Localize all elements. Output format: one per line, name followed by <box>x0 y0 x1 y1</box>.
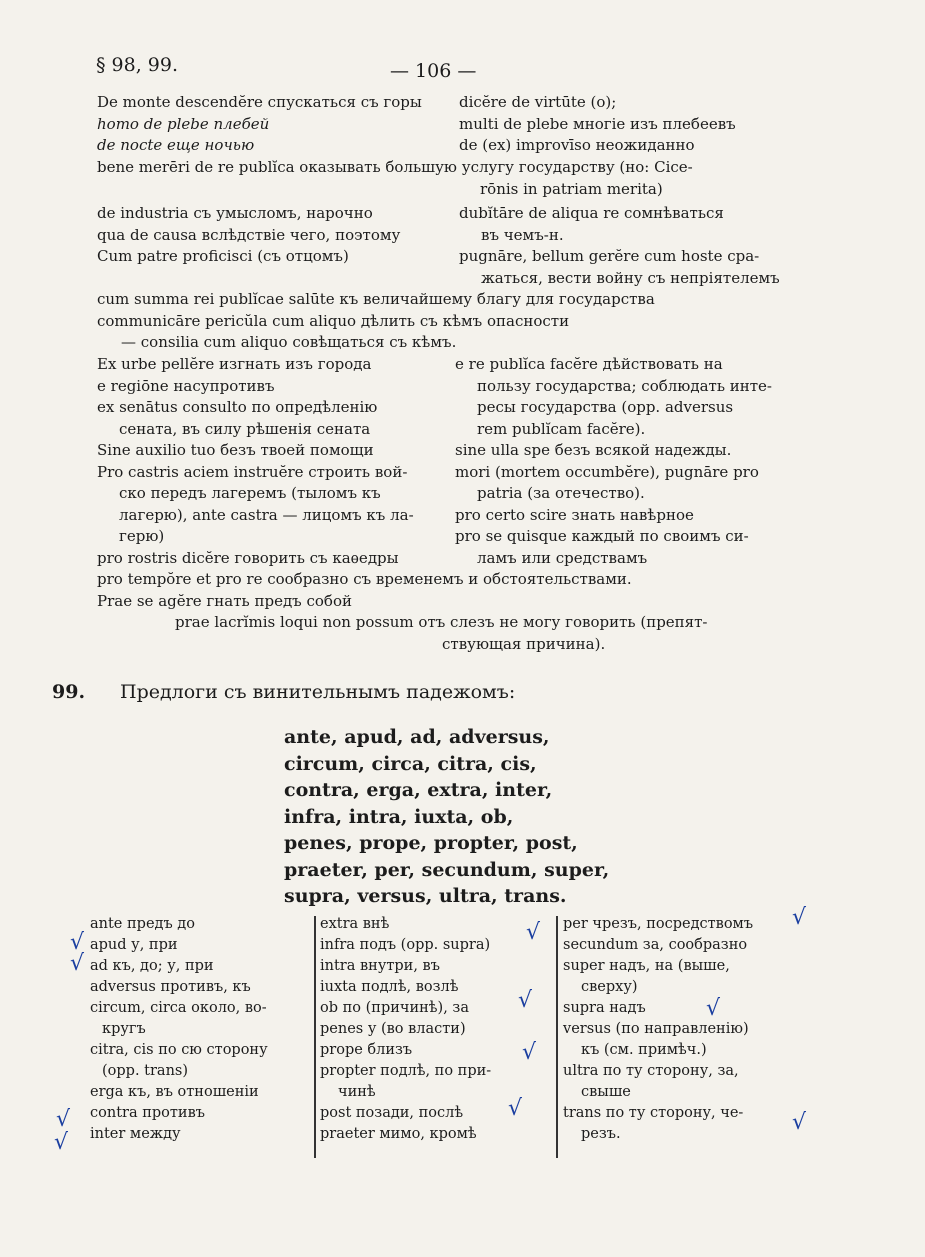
column-divider <box>556 916 558 1158</box>
left-column-1b <box>97 203 400 268</box>
full-width-line <box>97 157 837 179</box>
phrase-line: de (ex) improvīso неожиданно <box>459 136 695 154</box>
table-row: penes у (во власти) <box>320 1021 466 1037</box>
table-row: свыше <box>581 1084 631 1100</box>
right-column-1b <box>459 203 780 289</box>
phrase-line: multi de plebe многіе изъ плебеевъ <box>459 114 736 133</box>
table-row: (opp. trans) <box>102 1063 189 1079</box>
table-row: propter подлѣ, по при- <box>320 1063 492 1079</box>
phrase-line: Pro castris aciem instruĕre строить вой- <box>97 462 408 481</box>
table-row: praeter мимо, кромѣ <box>320 1126 477 1142</box>
phrase-line: герю) <box>119 527 165 545</box>
phrase-line: rōnis in patriam merita) <box>480 180 663 198</box>
table-column-3 <box>563 914 753 1145</box>
preposition-line: supra, versus, ultra, trans. <box>284 885 567 907</box>
section-title: Предлоги съ винительнымъ падежомъ: <box>120 681 516 703</box>
check-mark-icon: √ <box>70 930 85 955</box>
phrase-line: bene merēri de re publĭca оказывать большую услугу государству (но: Cice- <box>97 158 693 176</box>
table-row: къ (см. примѣч.) <box>581 1042 707 1058</box>
table-column-1 <box>72 914 268 1145</box>
table-row: ad къ, до; у, при <box>90 958 214 974</box>
check-mark-icon: √ <box>518 988 533 1013</box>
preposition-line: infra, intra, iuxta, ob, <box>284 805 514 828</box>
phrase-line: Cum patre proficisci (съ отцомъ) <box>97 247 349 265</box>
phrase-line: ресы государства (opp. adversus <box>477 398 734 416</box>
phrase-line: Sine auxilio tuo безъ твоей помощи <box>97 441 374 459</box>
full-width-block-1 <box>97 289 837 354</box>
table-row: secundum за, сообразно <box>563 937 748 953</box>
phrase-line: dubĭtāre de aliqua re сомнѣваться <box>459 204 724 222</box>
phrase-line: mori (mortem occumbĕre), pugnāre pro <box>455 462 759 481</box>
phrase-line: communicāre pericŭla cum aliquo дѣлить съ кѣмъ опасности <box>97 311 570 330</box>
right-column-cont <box>480 179 663 201</box>
preposition-line: ante, apud, ad, adversus, <box>284 726 550 748</box>
table-row: erga къ, въ отношеніи <box>90 1084 259 1100</box>
check-mark-icon: √ <box>792 1110 807 1135</box>
phrase-line: De monte descendĕre спускаться съ горы <box>97 93 422 111</box>
phrase-line: въ чемъ-н. <box>481 225 564 244</box>
table-row: ob по (причинѣ), за <box>320 1000 469 1016</box>
table-row: adversus противъ, къ <box>90 979 251 995</box>
table-row: circum, circa около, во- <box>90 1000 267 1016</box>
check-mark-icon: √ <box>522 1040 537 1065</box>
phrase-line: patria (за отечество). <box>477 484 645 502</box>
phrase-line: жаться, вести войну съ непріятелемъ <box>481 268 780 287</box>
table-row: extra внѣ <box>320 916 390 932</box>
phrase-line: pro se quisque каждый по своимъ си- <box>455 527 749 545</box>
phrase-line: pro tempŏre et pro re сообразно съ временемъ и обстоятельствами. <box>97 570 632 588</box>
table-row: prope близъ <box>320 1042 413 1058</box>
left-column-1 <box>97 92 422 157</box>
table-row: per чрезъ, посредствомъ <box>563 916 754 932</box>
preposition-line: praeter, per, secundum, super, <box>284 858 610 881</box>
table-row: citra, cis по сю сторону <box>90 1042 268 1058</box>
check-mark-icon: √ <box>706 996 721 1021</box>
phrase-line: ex senātus consulto по опредѣленію <box>97 398 378 416</box>
section-number: 99. <box>52 681 86 703</box>
table-row: ante предъ до <box>90 916 195 932</box>
preposition-list <box>284 724 609 910</box>
table-row: intra внутри, въ <box>320 958 440 974</box>
phrase-line: Prae se agĕre гнать предъ собой <box>97 591 352 610</box>
table-row: чинѣ <box>338 1084 376 1100</box>
table-row: apud у, при <box>90 937 178 953</box>
table-row: сверху) <box>581 979 638 995</box>
table-row: резъ. <box>581 1126 621 1142</box>
phrase-line: dicĕre de virtūte (о); <box>459 93 617 111</box>
phrase-line: sine ulla spe безъ всякой надежды. <box>455 441 732 459</box>
check-mark-icon: √ <box>792 905 807 930</box>
phrase-line: pro rostris dicĕre говорить съ каѳедры <box>97 548 399 567</box>
table-row: inter между <box>90 1126 181 1142</box>
phrase-line: лагерю), ante castra — лицомъ къ ла- <box>119 505 414 524</box>
table-row: iuxta подлѣ, возлѣ <box>320 979 459 995</box>
phrase-line: e re publĭca facĕre дѣйствовать на <box>455 355 723 373</box>
preposition-line: penes, prope, propter, post, <box>284 832 578 854</box>
phrase-line: pugnāre, bellum gerĕre cum hoste сра- <box>459 247 760 265</box>
right-column-1 <box>459 92 736 157</box>
table-row: contra противъ <box>90 1105 205 1121</box>
phrase-line: prae lacrĭmis loqui non possum отъ слезъ не могу говорить (препят- <box>175 613 708 631</box>
right-column-2 <box>455 354 772 569</box>
check-mark-icon: √ <box>54 1130 69 1155</box>
phrase-line: rem publĭcam facĕre). <box>477 419 646 438</box>
check-mark-icon: √ <box>70 951 85 976</box>
check-mark-icon: √ <box>508 1096 523 1121</box>
phrase-line: сената, въ силу рѣшенія сената <box>119 419 371 438</box>
phrase-line: de industria съ умысломъ, нарочно <box>97 204 373 222</box>
column-divider <box>314 916 316 1158</box>
table-row: super надъ, на (выше, <box>563 958 730 974</box>
table-row: ultra по ту сторону, за, <box>563 1063 739 1079</box>
phrase-line: ствующая причина). <box>442 634 606 653</box>
table-row: supra надъ <box>563 1000 646 1016</box>
full-width-block-2 <box>97 569 837 655</box>
phrase-line: homo de plebe плебей <box>97 114 270 133</box>
page-number: — 106 — <box>390 60 477 82</box>
phrase-line: пользу государства; соблюдать инте- <box>477 376 773 395</box>
table-row: trans по ту сторону, че- <box>563 1105 744 1121</box>
table-column-2 <box>320 914 491 1145</box>
check-mark-icon: √ <box>526 920 541 945</box>
phrase-line: — consilia cum aliquo совѣщаться съ кѣмъ. <box>121 333 457 351</box>
phrase-line: cum summa rei publĭcae salūte къ величайшему благу для государства <box>97 290 655 308</box>
section-99-heading <box>52 681 516 703</box>
phrase-line: Ex urbe pellĕre изгнать изъ города <box>97 355 372 373</box>
check-mark-icon: √ <box>56 1107 71 1132</box>
phrase-line: ско передъ лагеремъ (тыломъ къ <box>119 484 381 502</box>
section-reference: § 98, 99. <box>96 54 179 76</box>
phrase-line: pro certo scire знать навѣрное <box>455 505 694 524</box>
preposition-line: circum, circa, citra, cis, <box>284 752 537 775</box>
table-row: infra подъ (opp. supra) <box>320 937 491 953</box>
phrase-line: de nocte еще ночью <box>97 136 255 154</box>
phrase-line: ламъ или средствамъ <box>477 548 648 567</box>
left-column-2 <box>97 354 414 569</box>
phrase-line: qua de causa вслѣдствіе чего, поэтому <box>97 225 401 244</box>
table-row: post позади, послѣ <box>320 1105 464 1121</box>
preposition-line: contra, erga, extra, inter, <box>284 779 553 801</box>
phrase-line: e regiōne насупротивъ <box>97 376 275 395</box>
table-row: versus (по направленію) <box>563 1021 749 1037</box>
table-row: кругъ <box>102 1021 146 1037</box>
